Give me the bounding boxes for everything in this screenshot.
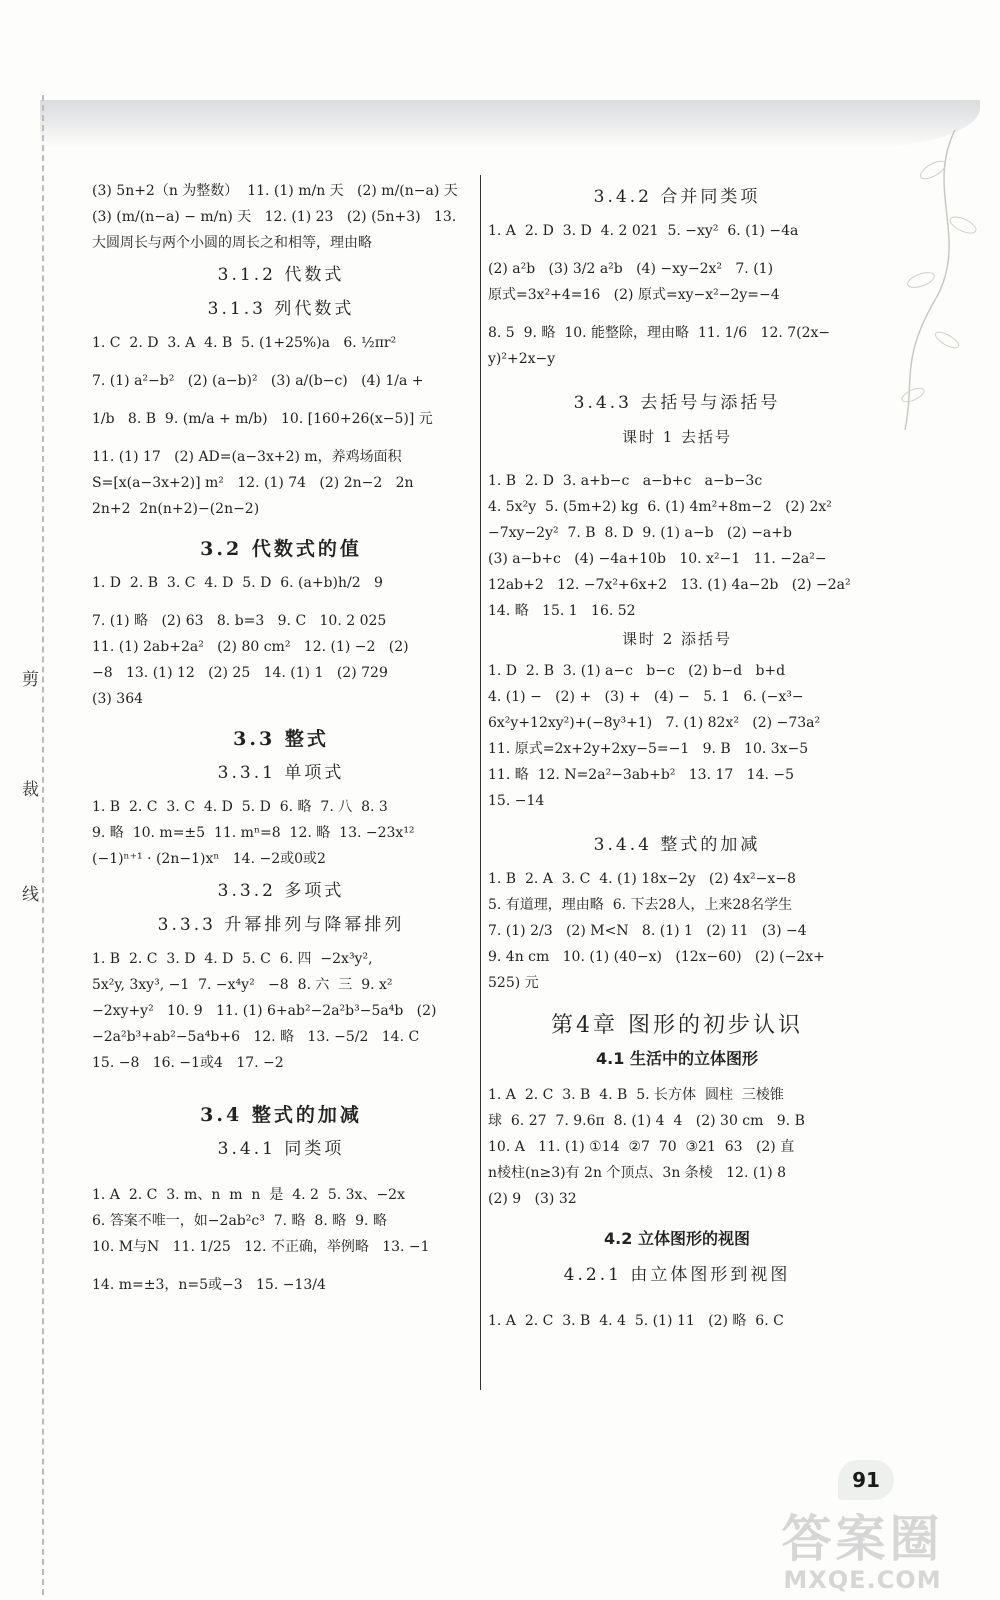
answer-line: 大圆周长与两个小圆的周长之和相等，理由略 bbox=[92, 235, 372, 251]
answer-line: 1. A 2. C 3. B 4. B 5. 长方体 圆柱 三棱锥 bbox=[488, 1087, 784, 1103]
answer-line: (−1)ⁿ⁺¹ · (2n−1)xⁿ 14. −2或0或2 bbox=[92, 851, 326, 867]
answer-line: 525) 元 bbox=[488, 975, 539, 991]
answer-line: 2n+2 2n(n+2)−(2n−2) bbox=[92, 501, 260, 517]
answer-line: 9. 略 10. m=±5 11. mⁿ=8 12. 略 13. −23x¹² bbox=[92, 825, 415, 841]
answer-line: (2) a²b (3) 3/2 a²b (4) −xy−2x² 7. (1) bbox=[488, 261, 774, 277]
section-title: 3.2 代数式的值 bbox=[200, 538, 362, 560]
subsection-title: 课时 1 去括号 bbox=[621, 428, 733, 446]
answer-line: 1. C 2. D 3. A 4. B 5. (1+25%)a 6. ½πr² bbox=[92, 335, 397, 351]
answer-line: (3) 364 bbox=[92, 691, 144, 707]
answer-line: (3) 5n+2（n 为整数） 11. (1) m/n 天 (2) m/(n−a) 天 bbox=[92, 183, 458, 199]
answer-line: 球 6. 27 7. 9.6π 8. (1) 4 4 (2) 30 cm 9. B bbox=[488, 1113, 805, 1129]
watermark-logo bbox=[730, 1510, 995, 1595]
section-title: 3.4.4 整式的加减 bbox=[593, 835, 761, 855]
answer-line: 4. (1) − (2) + (3) + (4) − 5. 1 6. (−x³− bbox=[488, 689, 804, 705]
answer-line: 1. A 2. D 3. D 4. 2 021 5. −xy² 6. (1) −4a bbox=[488, 223, 799, 239]
answer-line: 1. D 2. B 3. C 4. D 5. D 6. (a+b)h/2 9 bbox=[92, 575, 383, 591]
cut-line bbox=[42, 95, 44, 1595]
section-title: 4.1 生活中的立体图形 bbox=[596, 1049, 758, 1068]
answer-line: 7. (1) 2/3 (2) M<N 8. (1) 1 (2) 11 (3) −4 bbox=[488, 923, 807, 939]
section-title: 3.1.2 代数式 bbox=[217, 265, 345, 285]
watermark-text: 答案圈 bbox=[781, 1510, 944, 1568]
section-title: 3.1.3 列代数式 bbox=[207, 299, 355, 319]
answer-line: −8 13. (1) 12 (2) 25 14. (1) 1 (2) 729 bbox=[92, 665, 388, 681]
answer-line: 9. 4n cm 10. (1) (40−x) (12x−60) (2) (−2x+ bbox=[488, 949, 825, 965]
left-column bbox=[92, 178, 470, 1298]
section-title: 3.3.3 升幂排列与降幂排列 bbox=[157, 915, 405, 935]
answer-line: 5. 有道理，理由略 6. 下去28人，上来28名学生 bbox=[488, 897, 793, 913]
answer-line: 1. B 2. C 3. D 4. D 5. C 6. 四 −2x³y², bbox=[92, 951, 373, 967]
section-title: 3.4.1 同类项 bbox=[217, 1139, 345, 1159]
answer-line: 8. 5 9. 略 10. 能整除，理由略 11. 1/6 12. 7(2x− bbox=[488, 325, 831, 341]
answer-line: 1. B 2. C 3. C 4. D 5. D 6. 略 7. 八 8. 3 bbox=[92, 799, 388, 815]
page-number: 91 bbox=[838, 1460, 894, 1500]
answer-line: 15. −8 16. −1或4 17. −2 bbox=[92, 1055, 284, 1071]
section-title: 3.4.2 合并同类项 bbox=[593, 187, 761, 207]
answer-line: y)²+2x−y bbox=[488, 351, 556, 367]
section-title: 4.2.1 由立体图形到视图 bbox=[563, 1265, 791, 1285]
answer-line: 11. 原式=2x+2y+2xy−5=−1 9. B 10. 3x−5 bbox=[488, 741, 809, 757]
answer-line: 10. M与N 11. 1/25 12. 不正确，举例略 13. −1 bbox=[92, 1239, 430, 1255]
answer-line: 14. 略 15. 1 16. 52 bbox=[488, 603, 636, 619]
chapter-title: 第4章 图形的初步认识 bbox=[551, 1013, 803, 1038]
answer-line: (2) 9 (3) 32 bbox=[488, 1191, 577, 1207]
answer-line: 1. A 2. C 3. B 4. 4 5. (1) 11 (2) 略 6. C bbox=[488, 1313, 784, 1329]
answer-line: 1. A 2. C 3. m、n m n 是 4. 2 5. 3x、−2x bbox=[92, 1187, 405, 1203]
answer-line: 15. −14 bbox=[488, 793, 545, 809]
section-title: 3.4.3 去括号与添括号 bbox=[573, 393, 781, 413]
answer-line: (3) a−b+c (4) −4a+10b 10. x²−1 11. −2a²− bbox=[488, 551, 827, 567]
answer-line: 7. (1) 略 (2) 63 8. b=3 9. C 10. 2 025 bbox=[92, 613, 387, 629]
header-banner bbox=[40, 100, 980, 148]
answer-line: 6. 答案不唯一，如−2ab²c³ 7. 略 8. 略 9. 略 bbox=[92, 1213, 387, 1229]
vine-decoration-icon bbox=[895, 130, 985, 430]
cut-line-char: 剪 bbox=[22, 670, 39, 690]
section-title: 3.3.1 单项式 bbox=[217, 763, 345, 783]
cut-line-char: 线 bbox=[22, 885, 39, 905]
watermark-url: MXQE.COM bbox=[783, 1566, 942, 1594]
answer-line: 14. m=±3，n=5或−3 15. −13/4 bbox=[92, 1277, 326, 1293]
answer-line: 1/b 8. B 9. (m/a + m/b) 10. [160+26(x−5)] 元 bbox=[92, 411, 433, 427]
cut-line-char: 裁 bbox=[22, 780, 39, 800]
answer-line: 原式=3x²+4=16 (2) 原式=xy−x²−2y=−4 bbox=[488, 287, 780, 303]
section-title: 3.3.2 多项式 bbox=[217, 881, 345, 901]
answer-line: −2a²b³+ab²−5a⁴b+6 12. 略 13. −5/2 14. C bbox=[92, 1029, 420, 1045]
answer-line: 7. (1) a²−b² (2) (a−b)² (3) a/(b−c) (4) 1/a + bbox=[92, 373, 424, 389]
answer-line: 5x²y, 3xy³, −1 7. −x⁴y² −8 8. 六 三 9. x² bbox=[92, 977, 393, 993]
section-title: 3.3 整式 bbox=[233, 728, 329, 750]
answer-line: −2xy+y² 10. 9 11. (1) 6+ab²−2a²b³−5a⁴b (2) bbox=[92, 1003, 437, 1019]
answer-line: 10. A 11. (1) ①14 ②7 70 ③21 63 (2) 直 bbox=[488, 1139, 795, 1155]
answer-line: n棱柱(n≥3)有 2n 个顶点、3n 条棱 12. (1) 8 bbox=[488, 1165, 787, 1181]
answer-line: 1. B 2. D 3. a+b−c a−b+c a−b−3c bbox=[488, 473, 763, 489]
section-title: 4.2 立体图形的视图 bbox=[604, 1229, 750, 1248]
answer-line: 11. 略 12. N=2a²−3ab+b² 13. 17 14. −5 bbox=[488, 767, 795, 783]
answer-line: 6x²y+12xy²)+(−8y³+1) 7. (1) 82x² (2) −73a² bbox=[488, 715, 821, 731]
column-divider bbox=[480, 175, 481, 1390]
answer-line: (3) (m/(n−a) − m/n) 天 12. (1) 23 (2) (5n+3) 13. bbox=[92, 209, 457, 225]
answer-line: 4. 5x²y 5. (5m+2) kg 6. (1) 4m²+8m−2 (2) 2x² bbox=[488, 499, 832, 515]
answer-line: 1. B 2. A 3. C 4. (1) 18x−2y (2) 4x²−x−8 bbox=[488, 871, 796, 887]
answer-line: −7xy−2y² 7. B 8. D 9. (1) a−b (2) −a+b bbox=[488, 525, 792, 541]
subsection-title: 课时 2 添括号 bbox=[621, 630, 733, 648]
answer-line: S=[x(a−3x+2)] m² 12. (1) 74 (2) 2n−2 2n bbox=[92, 475, 414, 491]
answer-line: 11. (1) 17 (2) AD=(a−3x+2) m，养鸡场面积 bbox=[92, 449, 402, 465]
answer-line: 12ab+2 12. −7x²+6x+2 13. (1) 4a−2b (2) −2a² bbox=[488, 577, 851, 593]
answer-line: 1. D 2. B 3. (1) a−c b−c (2) b−d b+d bbox=[488, 663, 786, 679]
answer-line: 11. (1) 2ab+2a² (2) 80 cm² 12. (1) −2 (2) bbox=[92, 639, 409, 655]
section-title: 3.4 整式的加减 bbox=[200, 1104, 362, 1126]
right-column bbox=[488, 178, 866, 1334]
